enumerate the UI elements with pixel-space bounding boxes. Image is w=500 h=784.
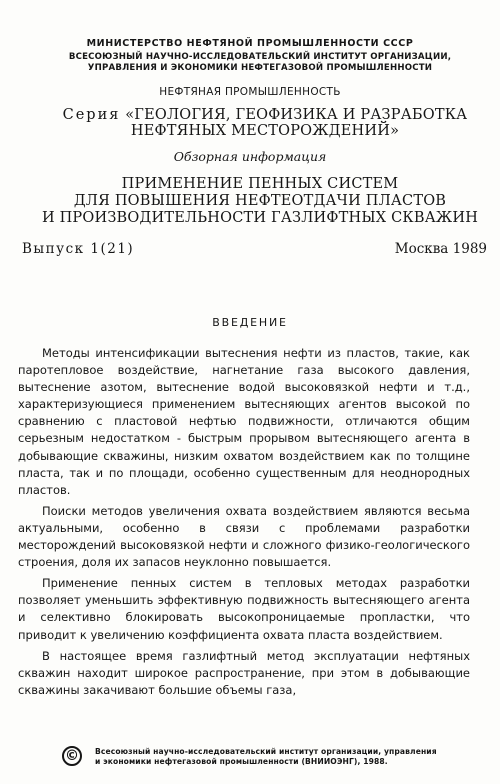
ministry-heading: МИНИСТЕРСТВО НЕФТЯНОЙ ПРОМЫШЛЕННОСТИ СССР (86, 38, 414, 49)
paragraph: Поиски методов увеличения охвата воздействием являются весьма актуальными, особенно в связи с проблемами разработки месторождений высоковязкой нефти и сложного физико-геологического строения, доля их запасов неуклонно повышается. (18, 503, 470, 570)
series-prefix: Серия (62, 107, 121, 123)
institute-heading (40, 52, 480, 74)
paragraph: Методы интенсификации вытеснения нефти из пластов, такие, как паротепловое воздействие, нагнетание газа высокого давления, вытеснение азотом, вытеснение водой высоковязкой нефти и т.д., характеризующиеся применением вытесняющих агентов высокой по сравнению с пластовой нефтью подвижности, отличаются общим серьезным недостатком - быстрым прорывом вытесняющего агента в добывающие скважины, низким охватом воздействием как по толщине пласта, так и по площади, особенно существенным для неоднородных пластов. (18, 346, 470, 497)
title-line-2: ДЛЯ ПОВЫШЕНИЯ НЕФТЕОТДАЧИ ПЛАСТОВ (73, 193, 447, 209)
section-title: ВВЕДЕНИЕ (212, 316, 288, 329)
footer-line-1: Всесоюзный научно-исследовательский институт организации, управления (95, 747, 437, 756)
footer (40, 744, 480, 774)
series-line-1: «ГЕОЛОГИЯ, ГЕОФИЗИКА И РАЗРАБОТКА (125, 107, 468, 123)
issue-number: Выпуск 1(21) (22, 241, 135, 257)
series-line-2: НЕФТЯНЫХ МЕСТОРОЖДЕНИЙ» (130, 123, 400, 139)
footer-line-2: и экономики нефтегазовой промышленности (ВНИИОЭНГ), 1988. (95, 757, 388, 766)
review-type: Обзорная информация (173, 149, 327, 164)
paragraph: В настоящее время газлифтный метод эксплуатации нефтяных скважин находит широкое распространение, при этом в добывающие скважины закачивают большие объемы газа, (18, 648, 470, 697)
city-year: Москва 1989 (394, 241, 487, 257)
paragraph: Применение пенных систем в тепловых методах разработки позволяет уменьшить эффективную подвижность вытесняющего агента и селективно блокировать высокопроницаемые пропластки, что приводит к увеличению коэффициента охвата пласта воздействием. (18, 576, 470, 642)
institute-line-2: УПРАВЛЕНИЯ И ЭКОНОМИКИ НЕФТЕГАЗОВОЙ ПРОМЫШЛЕННОСТИ (87, 63, 433, 73)
copyright-icon: © (62, 746, 82, 766)
series-title (55, 107, 475, 139)
title-line-3: И ПРОИЗВОДИТЕЛЬНОСТИ ГАЗЛИФТНЫХ СКВАЖИН (41, 210, 479, 226)
document-title (40, 176, 480, 227)
title-line-1: ПРИМЕНЕНИЕ ПЕННЫХ СИСТЕМ (121, 176, 399, 192)
footer-text (95, 747, 480, 767)
institute-line-1: ВСЕСОЮЗНЫЙ НАУЧНО-ИССЛЕДОВАТЕЛЬСКИЙ ИНСТИТУТ ОРГАНИЗАЦИИ, (68, 52, 452, 62)
body-text (18, 345, 470, 703)
industry-heading: НЕФТЯНАЯ ПРОМЫШЛЕННОСТЬ (159, 86, 341, 98)
